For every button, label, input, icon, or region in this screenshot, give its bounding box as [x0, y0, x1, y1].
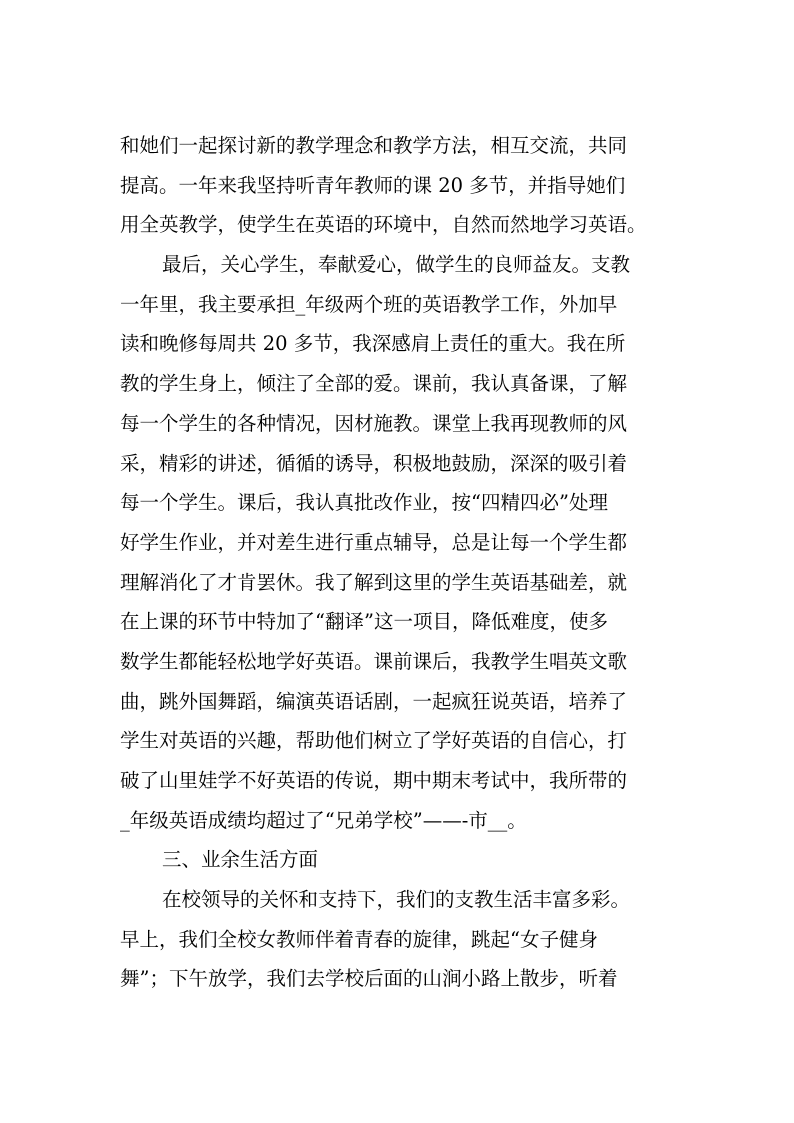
text-line: _年级英语成绩均超过了“兄弟学校”——-市__。 [120, 808, 527, 832]
paragraph-start-line: 在校领导的关怀和支持下，我们的支教生活丰富多彩。 [162, 888, 631, 912]
text-line: 学生对英语的兴趣，帮助他们树立了学好英语的自信心，打 [120, 729, 628, 753]
text-line: 每一个学生的各种情况，因材施教。课堂上我再现教师的风 [120, 411, 628, 435]
text-line: 采，精彩的讲述，循循的诱导，积极地鼓励，深深的吸引着 [120, 451, 628, 475]
text-line: 好学生作业，并对差生进行重点辅导，总是让每一个学生都 [120, 530, 628, 554]
text-line: 读和晚修每周共 20 多节，我深感肩上责任的重大。我在所 [120, 332, 626, 356]
text-line: 早上，我们全校女教师伴着青春的旋律，跳起“女子健身 [120, 927, 598, 951]
document-body [120, 126, 685, 999]
text-line: 理解消化了才肯罢休。我了解到这里的学生英语基础差，就 [120, 570, 628, 594]
text-line: 一年里，我主要承担_年级两个班的英语教学工作，外加早 [120, 292, 618, 316]
text-line: 用全英教学，使学生在英语的环境中，自然而然地学习英语。 [120, 213, 647, 237]
paragraph-start-line: 最后，关心学生，奉献爱心，做学生的良师益友。支教 [162, 253, 631, 277]
section-heading: 三、业余生活方面 [162, 848, 319, 872]
text-line: 和她们一起探讨新的教学理念和教学方法，相互交流，共同 [120, 134, 628, 157]
text-line: 教的学生身上，倾注了全部的爱。课前，我认真备课，了解 [120, 372, 628, 396]
text-line: 破了山里娃学不好英语的传说，期中期末考试中，我所带的 [120, 769, 628, 792]
text-line: 舞”；下午放学，我们去学校后面的山涧小路上散步，听着 [120, 967, 618, 991]
text-line: 提高。一年来我坚持听青年教师的课 20 多节，并指导她们 [120, 173, 626, 197]
text-line: 每一个学生。课后，我认真批改作业，按“四精四必”处理 [120, 491, 608, 515]
text-line: 曲，跳外国舞蹈，编演英语话剧，一起疯狂说英语，培养了 [120, 689, 628, 713]
text-line: 数学生都能轻松地学好英语。课前课后，我教学生唱英文歌 [120, 649, 628, 673]
text-line: 在上课的环节中特加了“翻译”这一项目，降低难度，使多 [120, 610, 608, 634]
